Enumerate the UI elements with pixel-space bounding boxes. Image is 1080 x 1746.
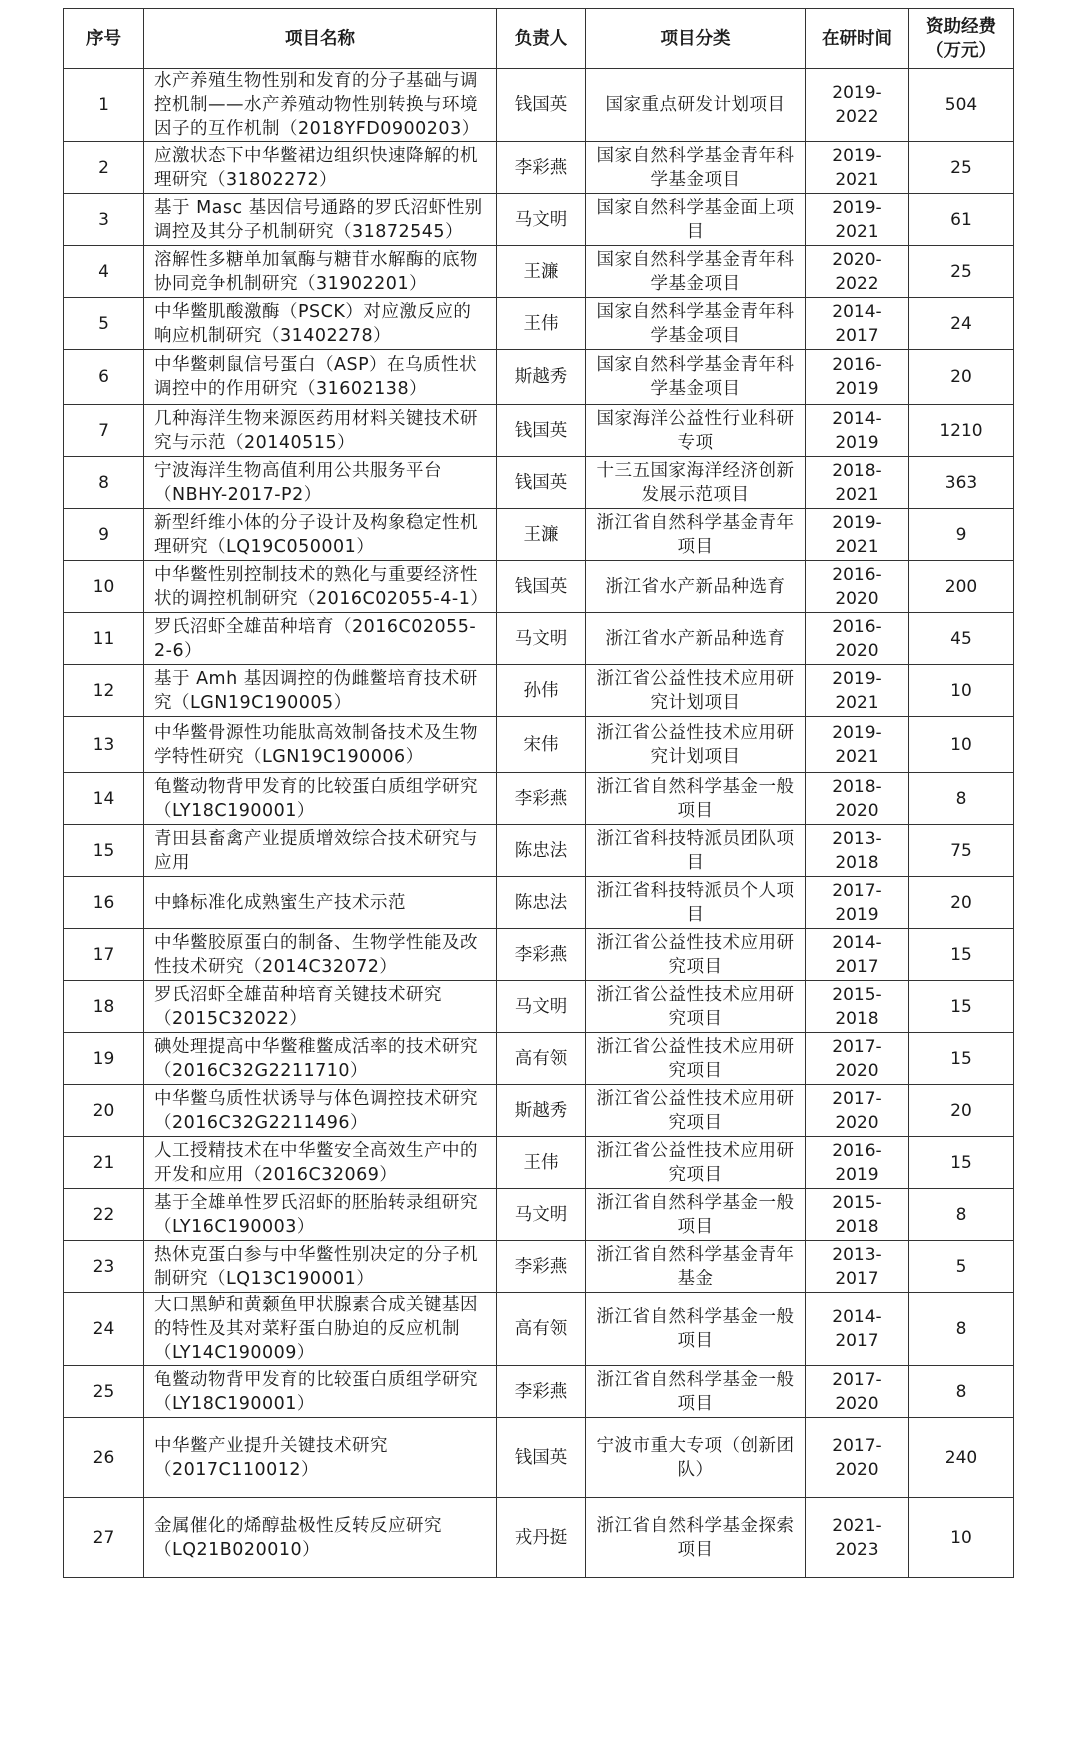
row-leader: 马文明: [497, 981, 586, 1033]
row-period: 2014-2017: [806, 929, 909, 981]
row-period: 2015-2018: [806, 1189, 909, 1241]
row-period: 2013-2018: [806, 825, 909, 877]
table-row: [64, 457, 1014, 509]
row-funding: 8: [909, 1189, 1014, 1241]
row-leader: 李彩燕: [497, 929, 586, 981]
row-index: 23: [64, 1241, 144, 1293]
row-funding: 200: [909, 561, 1014, 613]
row-funding: 504: [909, 69, 1014, 142]
row-period: 2017-2020: [806, 1366, 909, 1418]
row-project-name: 碘处理提高中华鳖稚鳖成活率的技术研究（2016C32G2211710）: [144, 1033, 497, 1085]
row-index: 5: [64, 298, 144, 350]
row-leader: 斯越秀: [497, 350, 586, 405]
table-row: [64, 1498, 1014, 1578]
table-row: [64, 246, 1014, 298]
row-period: 2015-2018: [806, 981, 909, 1033]
row-period: 2017-2019: [806, 877, 909, 929]
row-index: 22: [64, 1189, 144, 1241]
row-leader: 王伟: [497, 298, 586, 350]
row-funding: 20: [909, 350, 1014, 405]
row-period: 2016-2019: [806, 1137, 909, 1189]
row-category: 浙江省公益性技术应用研究项目: [586, 981, 806, 1033]
row-funding: 15: [909, 981, 1014, 1033]
table-row: [64, 877, 1014, 929]
table-row: [64, 773, 1014, 825]
row-category: 国家自然科学基金青年科学基金项目: [586, 298, 806, 350]
row-leader: 陈忠法: [497, 877, 586, 929]
row-leader: 李彩燕: [497, 1241, 586, 1293]
row-project-name: 中华鳖肌酸激酶（PSCK）对应激反应的响应机制研究（31402278）: [144, 298, 497, 350]
header-category: 项目分类: [586, 9, 806, 69]
row-project-name: 罗氏沼虾全雄苗种培育关键技术研究（2015C32022）: [144, 981, 497, 1033]
row-index: 21: [64, 1137, 144, 1189]
row-index: 3: [64, 194, 144, 246]
row-leader: 钱国英: [497, 405, 586, 457]
row-funding: 25: [909, 142, 1014, 194]
row-funding: 45: [909, 613, 1014, 665]
row-index: 14: [64, 773, 144, 825]
row-period: 2019-2021: [806, 717, 909, 773]
row-category: 浙江省公益性技术应用研究项目: [586, 1085, 806, 1137]
row-project-name: 大口黑鲈和黄颡鱼甲状腺素合成关键基因的特性及其对菜籽蛋白胁迫的反应机制（LY14C190009）: [144, 1293, 497, 1366]
row-index: 26: [64, 1418, 144, 1498]
row-funding: 8: [909, 1293, 1014, 1366]
row-period: 2016-2020: [806, 613, 909, 665]
row-index: 4: [64, 246, 144, 298]
row-funding: 10: [909, 1498, 1014, 1578]
header-project-name: 项目名称: [144, 9, 497, 69]
row-index: 24: [64, 1293, 144, 1366]
row-category: 国家自然科学基金青年科学基金项目: [586, 350, 806, 405]
row-project-name: 中华鳖性别控制技术的熟化与重要经济性状的调控机制研究（2016C02055-4-1）: [144, 561, 497, 613]
row-leader: 李彩燕: [497, 773, 586, 825]
row-category: 浙江省自然科学基金一般项目: [586, 773, 806, 825]
row-category: 浙江省公益性技术应用研究计划项目: [586, 717, 806, 773]
row-index: 11: [64, 613, 144, 665]
row-project-name: 中华鳖骨源性功能肽高效制备技术及生物学特性研究（LGN19C190006）: [144, 717, 497, 773]
row-category: 浙江省自然科学基金青年项目: [586, 509, 806, 561]
row-funding: 1210: [909, 405, 1014, 457]
row-period: 2019-2021: [806, 194, 909, 246]
row-period: 2014-2019: [806, 405, 909, 457]
row-period: 2018-2021: [806, 457, 909, 509]
row-project-name: 龟鳖动物背甲发育的比较蛋白质组学研究（LY18C190001）: [144, 773, 497, 825]
row-leader: 马文明: [497, 194, 586, 246]
header-leader: 负责人: [497, 9, 586, 69]
row-leader: 王濂: [497, 246, 586, 298]
row-category: 国家自然科学基金青年科学基金项目: [586, 142, 806, 194]
row-leader: 钱国英: [497, 561, 586, 613]
header-index: 序号: [64, 9, 144, 69]
row-leader: 戎丹挺: [497, 1498, 586, 1578]
row-period: 2014-2017: [806, 1293, 909, 1366]
table-row: [64, 1085, 1014, 1137]
row-period: 2016-2020: [806, 561, 909, 613]
row-category: 浙江省公益性技术应用研究计划项目: [586, 665, 806, 717]
row-period: 2017-2020: [806, 1033, 909, 1085]
table-row: [64, 825, 1014, 877]
row-funding: 61: [909, 194, 1014, 246]
table-row: [64, 1137, 1014, 1189]
row-project-name: 罗氏沼虾全雄苗种培育（2016C02055-2-6）: [144, 613, 497, 665]
row-category: 浙江省公益性技术应用研究项目: [586, 1033, 806, 1085]
header-period: 在研时间: [806, 9, 909, 69]
row-period: 2019-2021: [806, 665, 909, 717]
row-project-name: 中蜂标准化成熟蜜生产技术示范: [144, 877, 497, 929]
row-leader: 钱国英: [497, 457, 586, 509]
row-leader: 王伟: [497, 1137, 586, 1189]
row-category: 国家自然科学基金青年科学基金项目: [586, 246, 806, 298]
row-index: 8: [64, 457, 144, 509]
row-leader: 高有领: [497, 1033, 586, 1085]
row-leader: 钱国英: [497, 69, 586, 142]
row-category: 十三五国家海洋经济创新发展示范项目: [586, 457, 806, 509]
row-project-name: 溶解性多糖单加氧酶与糖苷水解酶的底物协同竞争机制研究（31902201）: [144, 246, 497, 298]
row-project-name: 中华鳖刺鼠信号蛋白（ASP）在乌质性状调控中的作用研究（31602138）: [144, 350, 497, 405]
row-leader: 高有领: [497, 1293, 586, 1366]
row-index: 27: [64, 1498, 144, 1578]
row-funding: 75: [909, 825, 1014, 877]
row-funding: 15: [909, 1137, 1014, 1189]
row-funding: 5: [909, 1241, 1014, 1293]
row-funding: 20: [909, 877, 1014, 929]
row-category: 国家重点研发计划项目: [586, 69, 806, 142]
table-row: [64, 981, 1014, 1033]
row-funding: 25: [909, 246, 1014, 298]
row-funding: 15: [909, 1033, 1014, 1085]
row-leader: 宋伟: [497, 717, 586, 773]
row-category: 浙江省水产新品种选育: [586, 613, 806, 665]
row-leader: 钱国英: [497, 1418, 586, 1498]
table-row: [64, 1293, 1014, 1366]
project-table: [63, 8, 1014, 1578]
row-funding: 20: [909, 1085, 1014, 1137]
row-category: 浙江省公益性技术应用研究项目: [586, 1137, 806, 1189]
row-funding: 10: [909, 665, 1014, 717]
row-project-name: 人工授精技术在中华鳖安全高效生产中的开发和应用（2016C32069）: [144, 1137, 497, 1189]
row-funding: 240: [909, 1418, 1014, 1498]
row-project-name: 基于 Amh 基因调控的伪雌鳖培育技术研究（LGN19C190005）: [144, 665, 497, 717]
table-row: [64, 1366, 1014, 1418]
row-period: 2018-2020: [806, 773, 909, 825]
row-project-name: 龟鳖动物背甲发育的比较蛋白质组学研究（LY18C190001）: [144, 1366, 497, 1418]
row-period: 2019-2021: [806, 142, 909, 194]
row-funding: 363: [909, 457, 1014, 509]
row-period: 2019-2022: [806, 69, 909, 142]
header-funding: 资助经费（万元）: [909, 9, 1014, 69]
row-funding: 9: [909, 509, 1014, 561]
row-leader: 王濂: [497, 509, 586, 561]
row-index: 15: [64, 825, 144, 877]
table-row: [64, 509, 1014, 561]
row-index: 12: [64, 665, 144, 717]
row-category: 宁波市重大专项（创新团队）: [586, 1418, 806, 1498]
row-project-name: 中华鳖胶原蛋白的制备、生物学性能及改性技术研究（2014C32072）: [144, 929, 497, 981]
row-project-name: 新型纤维小体的分子设计及构象稳定性机理研究（LQ19C050001）: [144, 509, 497, 561]
row-category: 浙江省公益性技术应用研究项目: [586, 929, 806, 981]
row-project-name: 金属催化的烯醇盐极性反转反应研究（LQ21B020010）: [144, 1498, 497, 1578]
row-project-name: 中华鳖乌质性状诱导与体色调控技术研究（2016C32G2211496）: [144, 1085, 497, 1137]
row-leader: 陈忠法: [497, 825, 586, 877]
row-project-name: 热休克蛋白参与中华鳖性别决定的分子机制研究（LQ13C190001）: [144, 1241, 497, 1293]
row-period: 2016-2019: [806, 350, 909, 405]
project-list-document: [63, 8, 1013, 1578]
row-period: 2020-2022: [806, 246, 909, 298]
row-leader: 马文明: [497, 613, 586, 665]
row-index: 19: [64, 1033, 144, 1085]
row-index: 25: [64, 1366, 144, 1418]
table-row: [64, 350, 1014, 405]
row-index: 9: [64, 509, 144, 561]
row-funding: 8: [909, 773, 1014, 825]
row-period: 2017-2020: [806, 1418, 909, 1498]
row-project-name: 中华鳖产业提升关键技术研究（2017C110012）: [144, 1418, 497, 1498]
row-category: 浙江省自然科学基金一般项目: [586, 1366, 806, 1418]
row-project-name: 青田县畜禽产业提质增效综合技术研究与应用: [144, 825, 497, 877]
row-index: 16: [64, 877, 144, 929]
row-leader: 李彩燕: [497, 142, 586, 194]
row-project-name: 宁波海洋生物高值利用公共服务平台（NBHY-2017-P2）: [144, 457, 497, 509]
table-row: [64, 405, 1014, 457]
table-row: [64, 1241, 1014, 1293]
table-row: [64, 1033, 1014, 1085]
row-period: 2014-2017: [806, 298, 909, 350]
row-index: 10: [64, 561, 144, 613]
row-period: 2013-2017: [806, 1241, 909, 1293]
row-index: 1: [64, 69, 144, 142]
row-leader: 孙伟: [497, 665, 586, 717]
row-index: 13: [64, 717, 144, 773]
row-funding: 15: [909, 929, 1014, 981]
row-index: 7: [64, 405, 144, 457]
row-leader: 斯越秀: [497, 1085, 586, 1137]
row-category: 浙江省自然科学基金一般项目: [586, 1189, 806, 1241]
table-row: [64, 717, 1014, 773]
row-category: 浙江省水产新品种选育: [586, 561, 806, 613]
row-period: 2021-2023: [806, 1498, 909, 1578]
row-project-name: 水产养殖生物性别和发育的分子基础与调控机制——水产养殖动物性别转换与环境因子的互作机制（2018YFD0900203）: [144, 69, 497, 142]
row-category: 浙江省自然科学基金一般项目: [586, 1293, 806, 1366]
row-index: 2: [64, 142, 144, 194]
table-row: [64, 613, 1014, 665]
row-project-name: 基于 Masc 基因信号通路的罗氏沼虾性别调控及其分子机制研究（31872545）: [144, 194, 497, 246]
row-category: 浙江省科技特派员团队项目: [586, 825, 806, 877]
row-funding: 24: [909, 298, 1014, 350]
row-index: 17: [64, 929, 144, 981]
table-row: [64, 561, 1014, 613]
table-header-row: [64, 9, 1014, 69]
row-index: 18: [64, 981, 144, 1033]
row-funding: 8: [909, 1366, 1014, 1418]
row-category: 国家自然科学基金面上项目: [586, 194, 806, 246]
table-row: [64, 194, 1014, 246]
row-project-name: 几种海洋生物来源医药用材料关键技术研究与示范（20140515）: [144, 405, 497, 457]
table-row: [64, 1189, 1014, 1241]
row-category: 浙江省自然科学基金探索项目: [586, 1498, 806, 1578]
row-index: 20: [64, 1085, 144, 1137]
row-index: 6: [64, 350, 144, 405]
row-leader: 马文明: [497, 1189, 586, 1241]
table-row: [64, 929, 1014, 981]
row-leader: 李彩燕: [497, 1366, 586, 1418]
table-row: [64, 1418, 1014, 1498]
row-funding: 10: [909, 717, 1014, 773]
table-row: [64, 298, 1014, 350]
row-category: 浙江省科技特派员个人项目: [586, 877, 806, 929]
row-project-name: 应激状态下中华鳖裙边组织快速降解的机理研究（31802272）: [144, 142, 497, 194]
row-project-name: 基于全雄单性罗氏沼虾的胚胎转录组研究（LY16C190003）: [144, 1189, 497, 1241]
row-category: 浙江省自然科学基金青年基金: [586, 1241, 806, 1293]
table-row: [64, 665, 1014, 717]
row-category: 国家海洋公益性行业科研专项: [586, 405, 806, 457]
table-row: [64, 142, 1014, 194]
table-row: [64, 69, 1014, 142]
row-period: 2017-2020: [806, 1085, 909, 1137]
row-period: 2019-2021: [806, 509, 909, 561]
